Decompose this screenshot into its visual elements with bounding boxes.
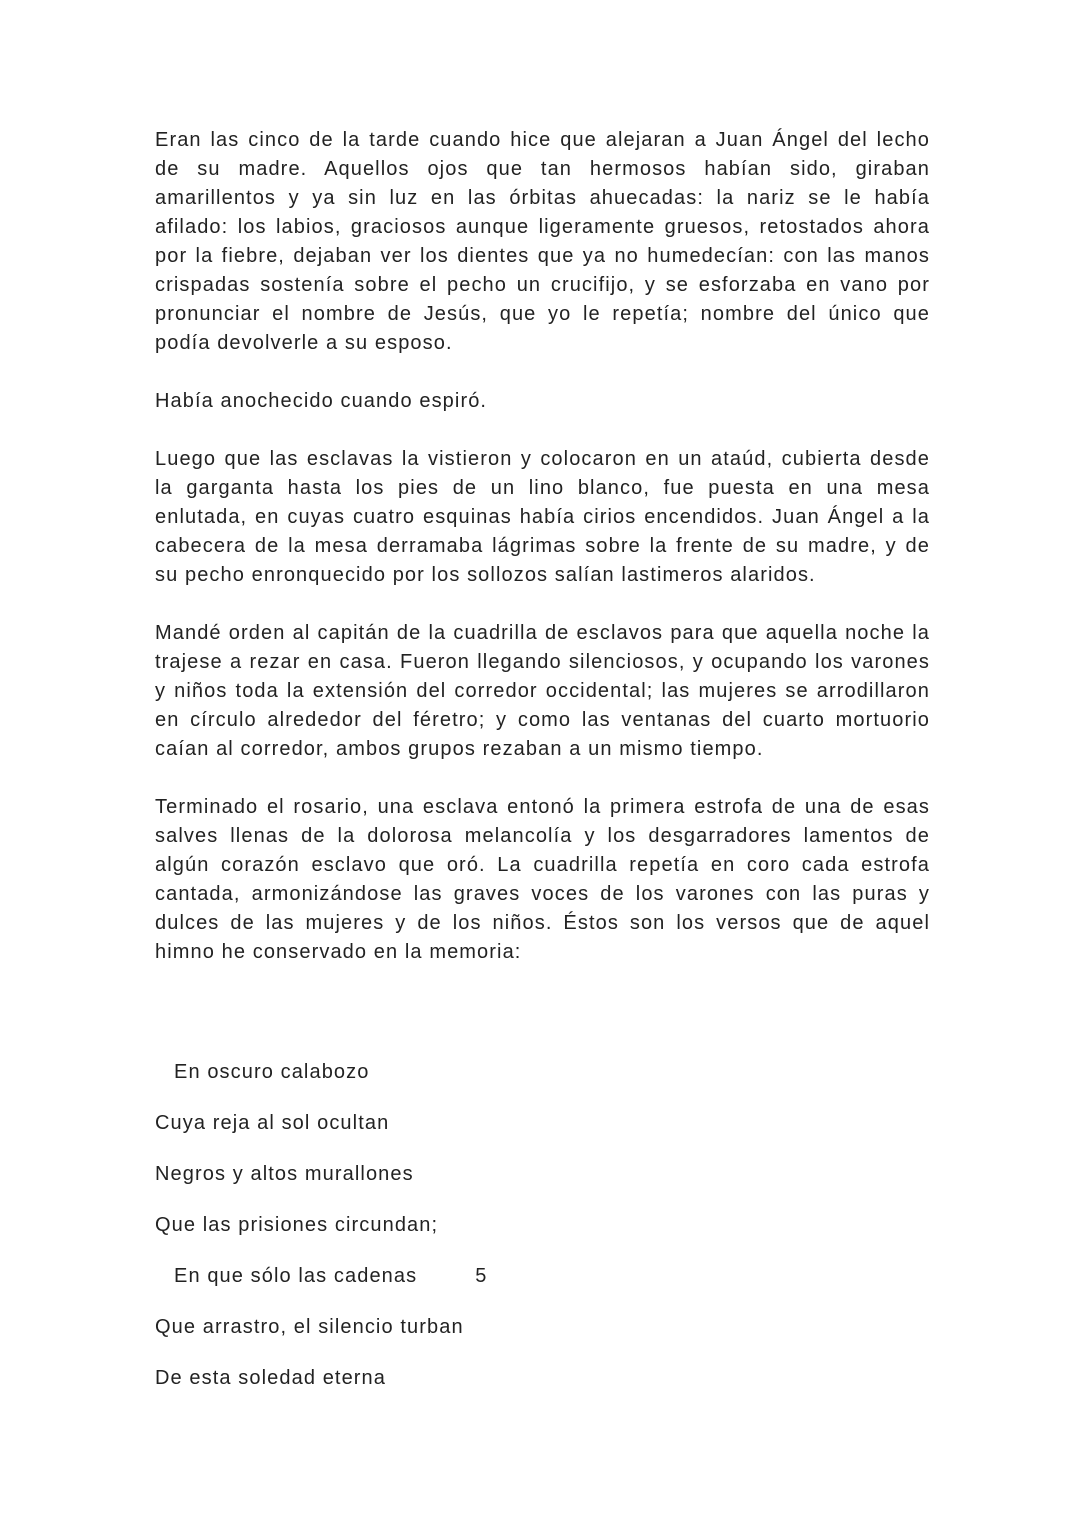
body-paragraph: Luego que las esclavas la vistieron y colocaron en un ataúd, cubierta desde la garganta hasta los pies de un lino blanco, fue puesta en una mesa enlutada, en cuyas cuatro esquinas había cirios encendidos. Juan Ángel a la cabecera de la mesa derramaba lágrimas sobre la frente de su madre, y de su pecho enronquecido por los sollozos salían lastimeros alaridos. bbox=[155, 448, 930, 586]
verse-line bbox=[155, 1058, 930, 1087]
verse-text: Cuya reja al sol ocultan bbox=[155, 1112, 390, 1134]
body-paragraph: Eran las cinco de la tarde cuando hice que alejaran a Juan Ángel del lecho de su madre. Aquellos ojos que tan hermosos habían sido, giraban amarillentos y ya sin luz en las órbitas ahuecadas: la nariz se le había afilado: los labios, graciosos aunque ligeramente gruesos, retostados ahora por la fiebre, dejaban ver los dientes que ya no humedecían: con las manos crispadas sostenía sobre el pecho un crucifijo, y se esforzaba en vano por pronunciar el nombre de Jesús, que yo le repetía; nombre del único que podía devolverle a su esposo. bbox=[155, 129, 930, 354]
verse-line bbox=[155, 1211, 930, 1240]
verse-line bbox=[155, 1262, 930, 1291]
verse-text: En que sólo las cadenas bbox=[174, 1265, 418, 1287]
verse-text: En oscuro calabozo bbox=[174, 1061, 370, 1083]
body-paragraph: Mandé orden al capitán de la cuadrilla de esclavos para que aquella noche la trajese a rezar en casa. Fueron llegando silenciosos, y ocupando los varones y niños toda la extensión del corredor occidental; las mujeres se arrodillaron en círculo alrededor del féretro; y como las ventanas del cuarto mortuorio caían al corredor, ambos grupos rezaban a un mismo tiempo. bbox=[155, 622, 930, 760]
body-paragraph: Terminado el rosario, una esclava entonó la primera estrofa de una de esas salves llenas de la dolorosa melancolía y los desgarradores lamentos de algún corazón esclavo que oró. La cuadrilla repetía en coro cada estrofa cantada, armonizándose las graves voces de los varones con las puras y dulces de las mujeres y de los niños. Éstos son los versos que de aquel himno he conservado en la memoria: bbox=[155, 796, 930, 963]
verse-text: Que arrastro, el silencio turban bbox=[155, 1316, 464, 1338]
verse-line bbox=[155, 1109, 930, 1138]
verse-line bbox=[155, 1313, 930, 1342]
verse-text: Que las prisiones circundan; bbox=[155, 1214, 439, 1236]
verse-line bbox=[155, 1364, 930, 1393]
poem-block bbox=[155, 996, 930, 1393]
verse-number: 5 bbox=[475, 1265, 488, 1287]
verse-text: Negros y altos murallones bbox=[155, 1163, 414, 1185]
verse-line bbox=[155, 1160, 930, 1189]
body-paragraph: Había anochecido cuando espiró. bbox=[155, 390, 488, 412]
verse-text: De esta soledad eterna bbox=[155, 1367, 387, 1389]
